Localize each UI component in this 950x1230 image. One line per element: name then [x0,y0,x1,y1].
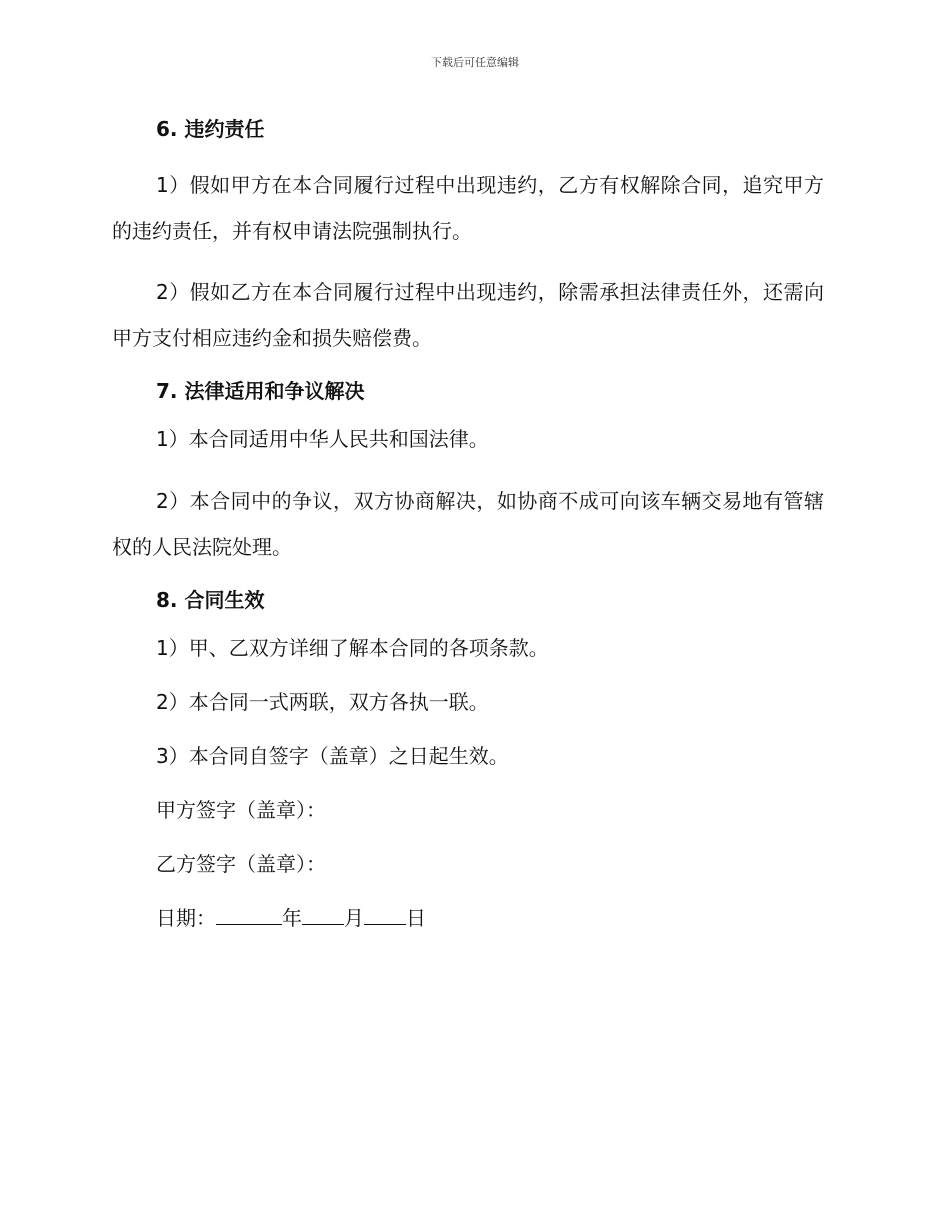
section-heading: 8. 合同生效 [156,588,265,612]
page-header: 下载后可任意编辑 [431,56,519,69]
party-b-signature: 乙方签字（盖章）： [156,852,326,876]
paragraph: 2）本合同一式两联，双方各执一联。 [156,690,489,714]
section-heading: 7. 法律适用和争议解决 [156,379,365,403]
paragraph: 2）假如乙方在本合同履行过程中出现违约，除需承担法律责任外，还需向甲方支付相应违约金和损失赔偿费。 [112,280,824,350]
paragraph: 1）本合同适用中华人民共和国法律。 [156,427,489,451]
paragraph: 3）本合同自签字（盖章）之日起生效。 [156,744,509,768]
paragraph: 1）甲、乙双方详细了解本合同的各项条款。 [156,636,549,660]
year-blank [216,904,282,925]
document-body [112,114,824,957]
section-effectiveness [112,585,824,771]
section-law-dispute [112,376,824,570]
date-line [156,903,824,933]
paragraph: 1）假如甲方在本合同履行过程中出现违约，乙方有权解除合同，追究甲方的违约责任，并有权申请法院强制执行。 [112,173,824,243]
month-blank [302,904,344,925]
paragraph: 2）本合同中的争议，双方协商解决，如协商不成可向该车辆交易地有管辖权的人民法院处理。 [112,489,824,559]
day-label: 日 [406,906,426,930]
day-blank [364,904,406,925]
section-heading: 6. 违约责任 [156,117,265,141]
year-label: 年 [282,906,302,930]
month-label: 月 [344,906,364,930]
signature-block [112,795,824,933]
date-label: 日期： [156,906,216,930]
party-a-signature: 甲方签字（盖章）： [156,798,326,822]
section-breach-liability [112,114,824,361]
